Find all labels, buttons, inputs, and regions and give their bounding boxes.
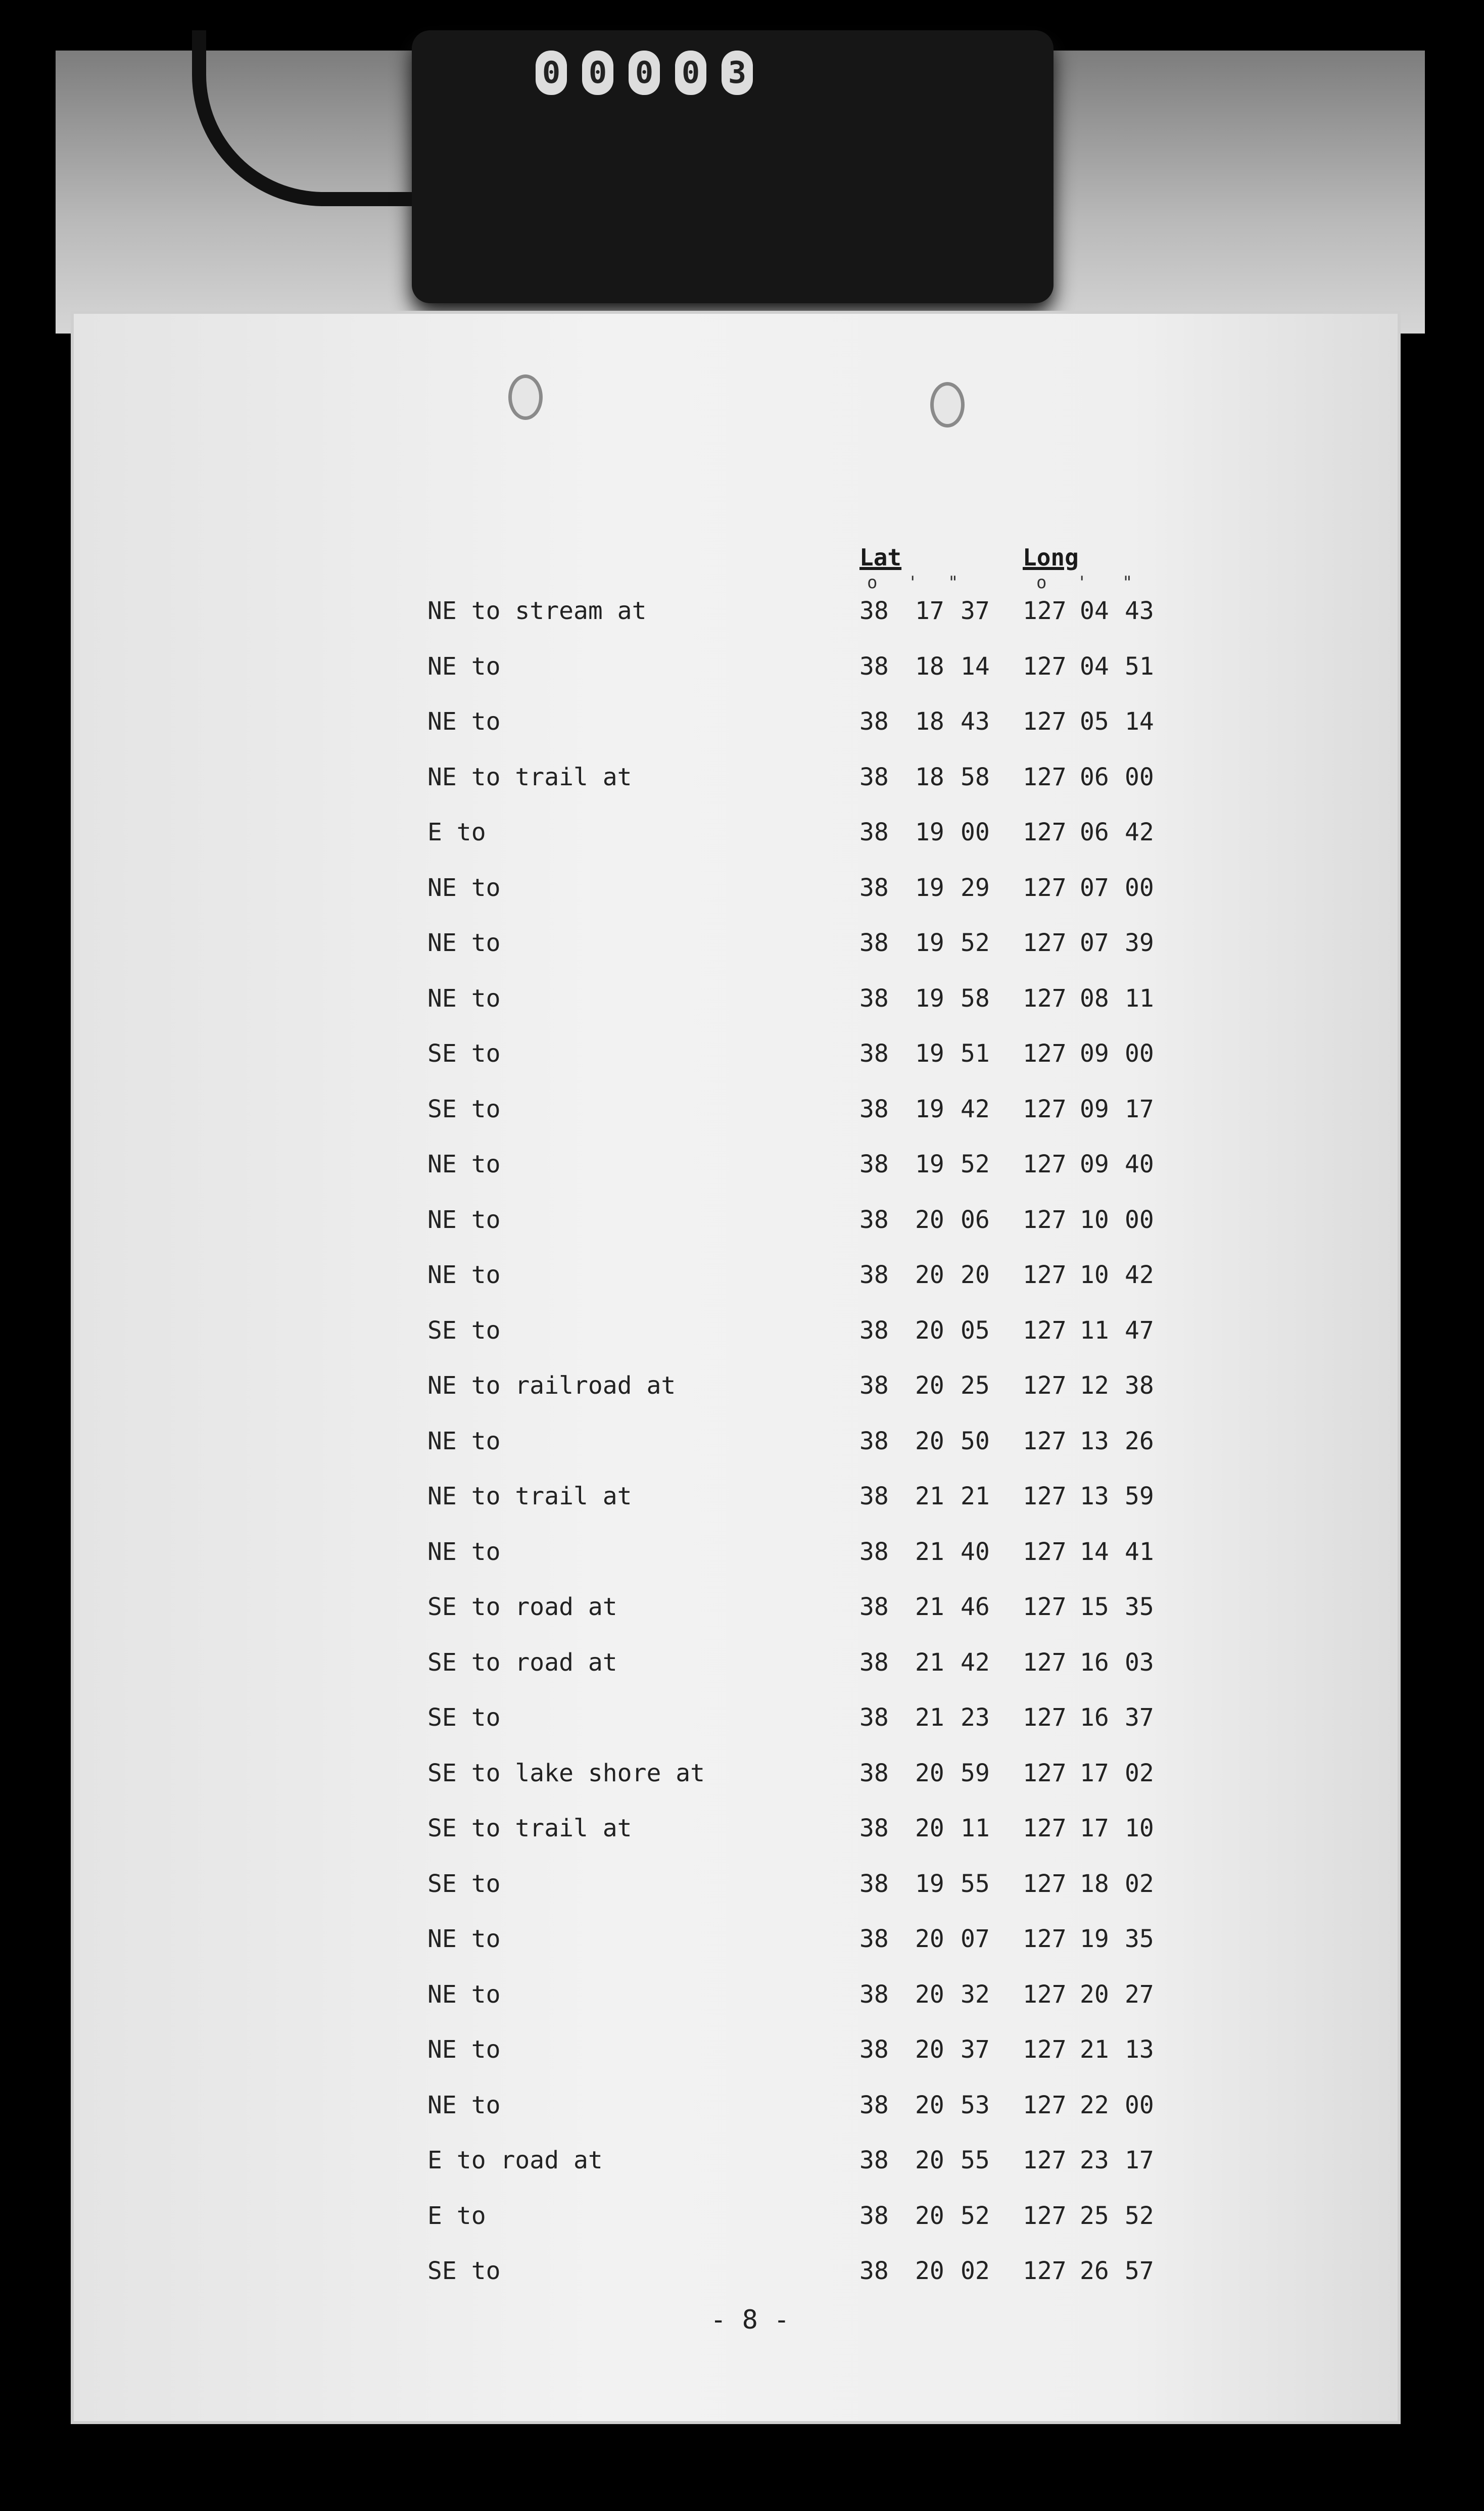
lat-minutes: 18 xyxy=(915,763,944,791)
table-row xyxy=(74,2035,1398,2091)
lat-degrees: 38 xyxy=(859,2146,889,2174)
lat-degrees: 38 xyxy=(859,1814,889,1842)
document-page xyxy=(71,311,1401,2424)
direction-text: NE to trail at xyxy=(427,763,632,791)
lat-minutes: 20 xyxy=(915,1316,944,1345)
lat-minutes: 20 xyxy=(915,1925,944,1953)
direction-text: SE to xyxy=(427,1316,501,1345)
long-seconds: 27 xyxy=(1125,1980,1154,2009)
lat-minutes: 19 xyxy=(915,873,944,902)
lat-unit-degrees: o xyxy=(867,573,878,593)
lat-degrees: 38 xyxy=(859,1261,889,1289)
lat-degrees: 38 xyxy=(859,2035,889,2064)
lat-minutes: 18 xyxy=(915,707,944,736)
direction-text: E to xyxy=(427,818,486,846)
long-unit-minutes: ' xyxy=(1077,573,1087,593)
direction-text: NE to xyxy=(427,1427,501,1455)
long-minutes: 26 xyxy=(1080,2257,1109,2285)
direction-text: E to xyxy=(427,2201,486,2230)
lat-degrees: 38 xyxy=(859,1316,889,1345)
table-row xyxy=(74,2146,1398,2201)
lat-minutes: 18 xyxy=(915,652,944,681)
long-minutes: 17 xyxy=(1080,1814,1109,1842)
table-row xyxy=(74,1316,1398,1371)
long-seconds: 39 xyxy=(1125,929,1154,957)
long-seconds: 13 xyxy=(1125,2035,1154,2064)
lat-seconds: 07 xyxy=(961,1925,990,1953)
direction-text: NE to xyxy=(427,1150,501,1178)
lat-minutes: 20 xyxy=(915,2035,944,2064)
lat-degrees: 38 xyxy=(859,1482,889,1510)
lat-seconds: 14 xyxy=(961,652,990,681)
long-degrees: 127 xyxy=(1023,1593,1067,1621)
direction-text: E to road at xyxy=(427,2146,603,2174)
lat-degrees: 38 xyxy=(859,1095,889,1123)
long-seconds: 00 xyxy=(1125,763,1154,791)
long-minutes: 04 xyxy=(1080,597,1109,625)
lat-degrees: 38 xyxy=(859,984,889,1013)
table-row xyxy=(74,707,1398,763)
table-row xyxy=(74,1039,1398,1095)
lat-degrees: 38 xyxy=(859,2257,889,2285)
lat-unit-minutes: ' xyxy=(907,573,918,593)
long-minutes: 13 xyxy=(1080,1427,1109,1455)
long-minutes: 22 xyxy=(1080,2091,1109,2119)
long-degrees: 127 xyxy=(1023,2091,1067,2119)
table-row xyxy=(74,652,1398,707)
table-row xyxy=(74,2091,1398,2146)
long-degrees: 127 xyxy=(1023,1537,1067,1566)
lat-minutes: 19 xyxy=(915,818,944,846)
lat-degrees: 38 xyxy=(859,1759,889,1787)
long-seconds: 11 xyxy=(1125,984,1154,1013)
frame-counter xyxy=(536,51,753,95)
long-seconds: 35 xyxy=(1125,1593,1154,1621)
punch-hole xyxy=(508,374,543,420)
lat-minutes: 19 xyxy=(915,1039,944,1068)
lat-seconds: 52 xyxy=(961,2201,990,2230)
long-degrees: 127 xyxy=(1023,1095,1067,1123)
long-degrees: 127 xyxy=(1023,1648,1067,1677)
table-row xyxy=(74,1870,1398,1925)
long-seconds: 00 xyxy=(1125,1039,1154,1068)
long-degrees: 127 xyxy=(1023,1869,1067,1898)
table-row xyxy=(74,1980,1398,2035)
table-row xyxy=(74,1482,1398,1537)
direction-text: NE to xyxy=(427,1205,501,1234)
direction-text: SE to road at xyxy=(427,1593,617,1621)
long-minutes: 21 xyxy=(1080,2035,1109,2064)
lat-minutes: 20 xyxy=(915,2091,944,2119)
long-degrees: 127 xyxy=(1023,1482,1067,1510)
long-minutes: 10 xyxy=(1080,1205,1109,1234)
long-seconds: 26 xyxy=(1125,1427,1154,1455)
long-unit-seconds: " xyxy=(1122,573,1133,593)
lat-seconds: 29 xyxy=(961,873,990,902)
long-minutes: 07 xyxy=(1080,929,1109,957)
direction-text: SE to xyxy=(427,2257,501,2285)
lat-heading: Lat xyxy=(859,544,902,571)
long-seconds: 14 xyxy=(1125,707,1154,736)
long-seconds: 42 xyxy=(1125,818,1154,846)
lat-seconds: 42 xyxy=(961,1095,990,1123)
long-heading: Long xyxy=(1023,544,1079,571)
direction-text: NE to stream at xyxy=(427,597,647,625)
direction-text: SE to xyxy=(427,1869,501,1898)
table-row xyxy=(74,1206,1398,1261)
lat-seconds: 25 xyxy=(961,1371,990,1400)
long-seconds: 47 xyxy=(1125,1316,1154,1345)
table-row xyxy=(74,984,1398,1039)
long-degrees: 127 xyxy=(1023,1703,1067,1732)
lat-seconds: 59 xyxy=(961,1759,990,1787)
long-seconds: 00 xyxy=(1125,1205,1154,1234)
direction-text: SE to road at xyxy=(427,1648,617,1677)
table-row xyxy=(74,1150,1398,1205)
table-row xyxy=(74,1371,1398,1427)
lat-seconds: 05 xyxy=(961,1316,990,1345)
lat-seconds: 21 xyxy=(961,1482,990,1510)
lat-degrees: 38 xyxy=(859,1593,889,1621)
table-row xyxy=(74,929,1398,984)
long-degrees: 127 xyxy=(1023,2257,1067,2285)
lat-seconds: 50 xyxy=(961,1427,990,1455)
lat-seconds: 20 xyxy=(961,1261,990,1289)
lat-seconds: 55 xyxy=(961,2146,990,2174)
lat-seconds: 58 xyxy=(961,763,990,791)
lat-minutes: 19 xyxy=(915,1150,944,1178)
long-seconds: 00 xyxy=(1125,873,1154,902)
lat-unit-seconds: " xyxy=(948,573,959,593)
direction-text: NE to xyxy=(427,873,501,902)
long-minutes: 17 xyxy=(1080,1759,1109,1787)
long-seconds: 57 xyxy=(1125,2257,1154,2285)
long-degrees: 127 xyxy=(1023,763,1067,791)
table-row xyxy=(74,1427,1398,1482)
lat-degrees: 38 xyxy=(859,763,889,791)
lat-minutes: 21 xyxy=(915,1593,944,1621)
lat-seconds: 58 xyxy=(961,984,990,1013)
lat-minutes: 20 xyxy=(915,1980,944,2009)
long-minutes: 09 xyxy=(1080,1039,1109,1068)
long-seconds: 37 xyxy=(1125,1703,1154,1732)
lat-seconds: 40 xyxy=(961,1537,990,1566)
punch-hole xyxy=(930,382,965,428)
lat-degrees: 38 xyxy=(859,1427,889,1455)
lat-seconds: 37 xyxy=(961,597,990,625)
lat-minutes: 19 xyxy=(915,1869,944,1898)
direction-text: NE to xyxy=(427,2091,501,2119)
long-seconds: 03 xyxy=(1125,1648,1154,1677)
long-seconds: 00 xyxy=(1125,2091,1154,2119)
long-degrees: 127 xyxy=(1023,1316,1067,1345)
lat-degrees: 38 xyxy=(859,929,889,957)
long-seconds: 02 xyxy=(1125,1869,1154,1898)
lat-degrees: 38 xyxy=(859,1980,889,2009)
direction-text: NE to railroad at xyxy=(427,1371,676,1400)
direction-text: NE to xyxy=(427,652,501,681)
long-minutes: 14 xyxy=(1080,1537,1109,1566)
lat-minutes: 20 xyxy=(915,1759,944,1787)
long-minutes: 08 xyxy=(1080,984,1109,1013)
long-degrees: 127 xyxy=(1023,2201,1067,2230)
lat-minutes: 19 xyxy=(915,929,944,957)
table-row xyxy=(74,763,1398,818)
lat-seconds: 52 xyxy=(961,1150,990,1178)
table-row xyxy=(74,1095,1398,1150)
long-minutes: 05 xyxy=(1080,707,1109,736)
long-minutes: 09 xyxy=(1080,1095,1109,1123)
lat-minutes: 20 xyxy=(915,1205,944,1234)
lat-seconds: 46 xyxy=(961,1593,990,1621)
lat-degrees: 38 xyxy=(859,818,889,846)
long-minutes: 09 xyxy=(1080,1150,1109,1178)
direction-text: NE to xyxy=(427,1261,501,1289)
lat-minutes: 20 xyxy=(915,1814,944,1842)
lat-degrees: 38 xyxy=(859,1703,889,1732)
lat-degrees: 38 xyxy=(859,1925,889,1953)
long-minutes: 06 xyxy=(1080,763,1109,791)
frame-digit: 0 xyxy=(675,51,706,95)
long-minutes: 25 xyxy=(1080,2201,1109,2230)
long-degrees: 127 xyxy=(1023,1759,1067,1787)
long-degrees: 127 xyxy=(1023,1261,1067,1289)
lat-minutes: 20 xyxy=(915,1261,944,1289)
lat-seconds: 23 xyxy=(961,1703,990,1732)
lat-seconds: 43 xyxy=(961,707,990,736)
long-seconds: 17 xyxy=(1125,2146,1154,2174)
lat-degrees: 38 xyxy=(859,707,889,736)
long-degrees: 127 xyxy=(1023,1039,1067,1068)
lat-minutes: 20 xyxy=(915,1427,944,1455)
long-seconds: 40 xyxy=(1125,1150,1154,1178)
direction-text: NE to xyxy=(427,1980,501,2009)
direction-text: SE to xyxy=(427,1703,501,1732)
long-degrees: 127 xyxy=(1023,652,1067,681)
long-minutes: 04 xyxy=(1080,652,1109,681)
direction-text: NE to xyxy=(427,1925,501,1953)
long-seconds: 35 xyxy=(1125,1925,1154,1953)
direction-text: NE to xyxy=(427,707,501,736)
long-seconds: 02 xyxy=(1125,1759,1154,1787)
page-number: - 8 - xyxy=(710,2305,790,2335)
lat-degrees: 38 xyxy=(859,1039,889,1068)
lat-degrees: 38 xyxy=(859,2091,889,2119)
lat-minutes: 19 xyxy=(915,1095,944,1123)
long-degrees: 127 xyxy=(1023,597,1067,625)
direction-text: NE to xyxy=(427,1537,501,1566)
direction-text: SE to lake shore at xyxy=(427,1759,705,1787)
direction-text: SE to xyxy=(427,1095,501,1123)
lat-seconds: 00 xyxy=(961,818,990,846)
long-seconds: 41 xyxy=(1125,1537,1154,1566)
table-row xyxy=(74,1538,1398,1593)
long-degrees: 127 xyxy=(1023,1427,1067,1455)
long-minutes: 15 xyxy=(1080,1593,1109,1621)
direction-text: NE to xyxy=(427,984,501,1013)
long-degrees: 127 xyxy=(1023,929,1067,957)
long-degrees: 127 xyxy=(1023,1205,1067,1234)
long-seconds: 43 xyxy=(1125,597,1154,625)
long-minutes: 16 xyxy=(1080,1703,1109,1732)
long-degrees: 127 xyxy=(1023,984,1067,1013)
frame-digit: 3 xyxy=(722,51,753,95)
long-minutes: 19 xyxy=(1080,1925,1109,1953)
lat-degrees: 38 xyxy=(859,597,889,625)
lat-seconds: 32 xyxy=(961,1980,990,2009)
lat-minutes: 20 xyxy=(915,2257,944,2285)
lat-minutes: 21 xyxy=(915,1537,944,1566)
table-row xyxy=(74,818,1398,873)
direction-text: SE to trail at xyxy=(427,1814,632,1842)
lat-minutes: 17 xyxy=(915,597,944,625)
long-seconds: 10 xyxy=(1125,1814,1154,1842)
long-minutes: 23 xyxy=(1080,2146,1109,2174)
table-row xyxy=(74,1648,1398,1703)
long-minutes: 06 xyxy=(1080,818,1109,846)
long-seconds: 59 xyxy=(1125,1482,1154,1510)
long-degrees: 127 xyxy=(1023,873,1067,902)
long-unit-degrees: o xyxy=(1036,573,1047,593)
lat-degrees: 38 xyxy=(859,873,889,902)
direction-text: NE to xyxy=(427,2035,501,2064)
lat-degrees: 38 xyxy=(859,1371,889,1400)
table-row xyxy=(74,2257,1398,2312)
table-row xyxy=(74,1703,1398,1759)
lat-seconds: 37 xyxy=(961,2035,990,2064)
table-row xyxy=(74,2202,1398,2257)
frame-digit: 0 xyxy=(536,51,567,95)
table-row xyxy=(74,1261,1398,1316)
lat-degrees: 38 xyxy=(859,2201,889,2230)
long-minutes: 13 xyxy=(1080,1482,1109,1510)
long-minutes: 18 xyxy=(1080,1869,1109,1898)
long-degrees: 127 xyxy=(1023,818,1067,846)
lat-degrees: 38 xyxy=(859,1869,889,1898)
lat-seconds: 11 xyxy=(961,1814,990,1842)
long-minutes: 16 xyxy=(1080,1648,1109,1677)
long-minutes: 10 xyxy=(1080,1261,1109,1289)
direction-text: SE to xyxy=(427,1039,501,1068)
lat-minutes: 20 xyxy=(915,2146,944,2174)
frame-digit: 0 xyxy=(582,51,613,95)
long-seconds: 51 xyxy=(1125,652,1154,681)
long-degrees: 127 xyxy=(1023,1371,1067,1400)
lat-degrees: 38 xyxy=(859,1537,889,1566)
lat-seconds: 52 xyxy=(961,929,990,957)
long-degrees: 127 xyxy=(1023,1925,1067,1953)
long-minutes: 20 xyxy=(1080,1980,1109,2009)
long-degrees: 127 xyxy=(1023,707,1067,736)
lat-degrees: 38 xyxy=(859,1205,889,1234)
frame-digit: 0 xyxy=(629,51,660,95)
long-minutes: 07 xyxy=(1080,873,1109,902)
lat-seconds: 53 xyxy=(961,2091,990,2119)
long-seconds: 38 xyxy=(1125,1371,1154,1400)
lat-degrees: 38 xyxy=(859,1648,889,1677)
long-seconds: 17 xyxy=(1125,1095,1154,1123)
lat-seconds: 55 xyxy=(961,1869,990,1898)
lat-minutes: 19 xyxy=(915,984,944,1013)
long-degrees: 127 xyxy=(1023,1150,1067,1178)
long-degrees: 127 xyxy=(1023,2035,1067,2064)
long-degrees: 127 xyxy=(1023,1980,1067,2009)
lat-seconds: 02 xyxy=(961,2257,990,2285)
table-row xyxy=(74,597,1398,652)
lat-minutes: 21 xyxy=(915,1703,944,1732)
table-row xyxy=(74,1593,1398,1648)
table-row xyxy=(74,874,1398,929)
lat-seconds: 51 xyxy=(961,1039,990,1068)
lat-degrees: 38 xyxy=(859,1150,889,1178)
long-degrees: 127 xyxy=(1023,1814,1067,1842)
lat-minutes: 20 xyxy=(915,1371,944,1400)
table-row xyxy=(74,1759,1398,1814)
lat-minutes: 21 xyxy=(915,1648,944,1677)
long-seconds: 42 xyxy=(1125,1261,1154,1289)
long-degrees: 127 xyxy=(1023,2146,1067,2174)
direction-text: NE to xyxy=(427,929,501,957)
lat-degrees: 38 xyxy=(859,652,889,681)
table-row xyxy=(74,1925,1398,1980)
long-seconds: 52 xyxy=(1125,2201,1154,2230)
lat-minutes: 20 xyxy=(915,2201,944,2230)
long-minutes: 12 xyxy=(1080,1371,1109,1400)
table-row xyxy=(74,1814,1398,1869)
long-minutes: 11 xyxy=(1080,1316,1109,1345)
lat-seconds: 42 xyxy=(961,1648,990,1677)
lat-seconds: 06 xyxy=(961,1205,990,1234)
direction-text: NE to trail at xyxy=(427,1482,632,1510)
lat-minutes: 21 xyxy=(915,1482,944,1510)
